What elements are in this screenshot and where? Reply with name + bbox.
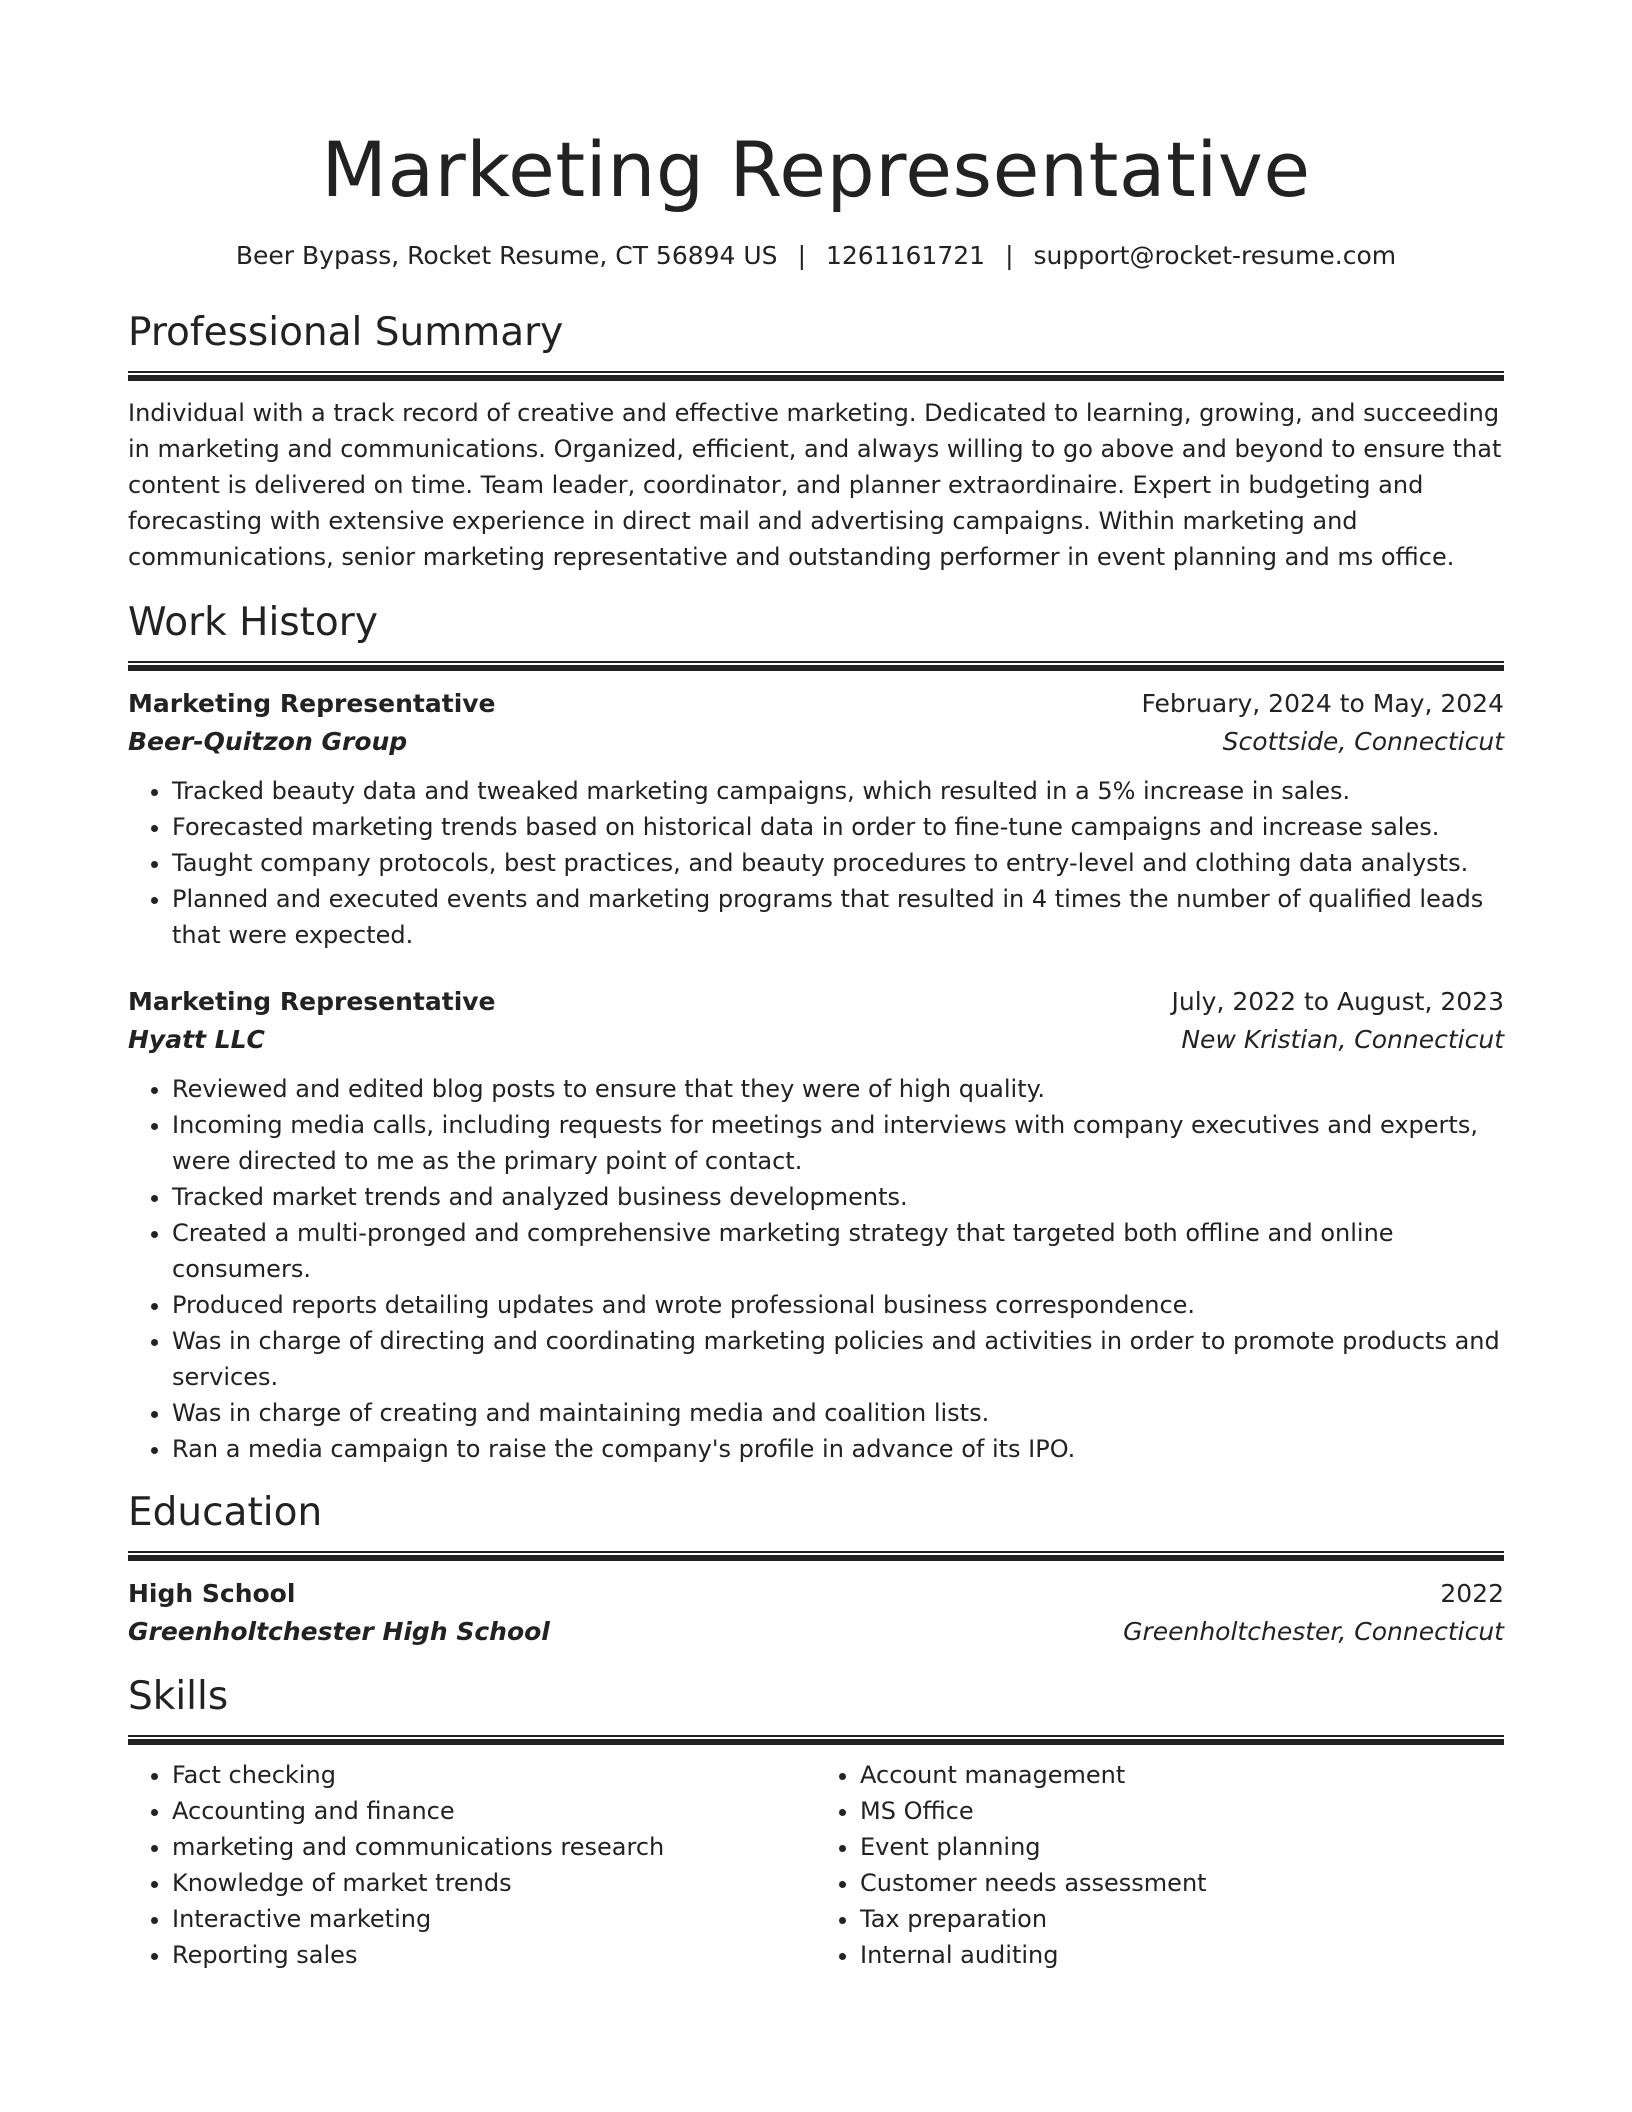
contact-phone: 1261161721 bbox=[826, 241, 986, 270]
job-title: Marketing Representative bbox=[128, 689, 496, 718]
contact-email[interactable]: support@rocket-resume.com bbox=[1033, 241, 1397, 270]
list-item: • Account management bbox=[860, 1757, 1504, 1793]
section-divider bbox=[128, 661, 1504, 671]
list-item: • Customer needs assessment bbox=[860, 1865, 1504, 1901]
education-heading: Education bbox=[128, 1490, 323, 1535]
skills-list-left bbox=[128, 1757, 816, 1973]
section-divider bbox=[128, 1551, 1504, 1561]
job-dates: February, 2024 to May, 2024 bbox=[1141, 689, 1504, 718]
list-item: • MS Office bbox=[860, 1793, 1504, 1829]
job-company-row bbox=[128, 723, 1504, 761]
contact-line bbox=[128, 238, 1504, 274]
list-item: • Planned and executed events and marketing programs that resulted in 4 times the number of qualified leads that were expected. bbox=[172, 881, 1504, 953]
list-item: • Interactive marketing bbox=[172, 1901, 816, 1937]
education-school: Greenholtchester High School bbox=[128, 1617, 550, 1646]
contact-separator: | bbox=[797, 241, 806, 270]
job-bullets bbox=[128, 1071, 1504, 1467]
job-title: Marketing Representative bbox=[128, 987, 496, 1016]
list-item: • Reporting sales bbox=[172, 1937, 816, 1973]
education-year: 2022 bbox=[1440, 1579, 1504, 1608]
contact-address: Beer Bypass, Rocket Resume, CT 56894 US bbox=[235, 241, 778, 270]
job-company: Beer-Quitzon Group bbox=[128, 727, 408, 756]
section-divider bbox=[128, 1735, 1504, 1745]
list-item: • Was in charge of creating and maintaining media and coalition lists. bbox=[172, 1395, 1504, 1431]
job-location: Scottside, Connecticut bbox=[1222, 727, 1504, 756]
list-item: • Produced reports detailing updates and wrote professional business correspondence. bbox=[172, 1287, 1504, 1323]
skills-columns bbox=[128, 1757, 1504, 1973]
education-entry bbox=[128, 1575, 1504, 1651]
list-item: • Forecasted marketing trends based on historical data in order to fine-tune campaigns and increase sales. bbox=[172, 809, 1504, 845]
education-header-row bbox=[128, 1575, 1504, 1613]
job-company: Hyatt LLC bbox=[128, 1025, 265, 1054]
list-item: • Incoming media calls, including requests for meetings and interviews with company executives and experts, were directed to me as the primary point of contact. bbox=[172, 1107, 1504, 1179]
list-item: • Taught company protocols, best practices, and beauty procedures to entry-level and clothing data analysts. bbox=[172, 845, 1504, 881]
education-location: Greenholtchester, Connecticut bbox=[1123, 1617, 1504, 1646]
skills-list-right bbox=[816, 1757, 1504, 1973]
job-entry bbox=[128, 685, 1504, 953]
list-item: • Ran a media campaign to raise the company's profile in advance of its IPO. bbox=[172, 1431, 1504, 1467]
section-divider bbox=[128, 371, 1504, 381]
list-item: • Created a multi-pronged and comprehensive marketing strategy that targeted both offline and online consumers. bbox=[172, 1215, 1504, 1287]
list-item: • Was in charge of directing and coordinating marketing policies and activities in order to promote products and services. bbox=[172, 1323, 1504, 1395]
summary-heading: Professional Summary bbox=[128, 310, 564, 355]
list-item: • Event planning bbox=[860, 1829, 1504, 1865]
education-section bbox=[128, 1487, 1504, 1651]
job-header-row bbox=[128, 685, 1504, 723]
summary-text: Individual with a track record of creative and effective marketing. Dedicated to learning, growing, and succeeding in marketing and communications. Organized, efficient, and always willing to go above and beyond to ensure that content is delivered on time. Team leader, coordinator, and planner extraordinaire. Expert in budgeting and forecasting with extensive experience in direct mail and advertising campaigns. Within marketing and communications, senior marketing representative and outstanding performer in event planning and ms office. bbox=[128, 399, 1502, 571]
list-item: • Tax preparation bbox=[860, 1901, 1504, 1937]
candidate-name: Marketing Representative bbox=[321, 125, 1311, 214]
contact-separator: | bbox=[1005, 241, 1014, 270]
list-item: • Fact checking bbox=[172, 1757, 816, 1793]
list-item: • Tracked market trends and analyzed business developments. bbox=[172, 1179, 1504, 1215]
work-history-heading: Work History bbox=[128, 600, 378, 645]
job-header-row bbox=[128, 983, 1504, 1021]
job-bullets bbox=[128, 773, 1504, 953]
summary-section bbox=[128, 307, 1504, 575]
list-item: • Internal auditing bbox=[860, 1937, 1504, 1973]
job-dates: July, 2022 to August, 2023 bbox=[1171, 987, 1504, 1016]
list-item: • Accounting and finance bbox=[172, 1793, 816, 1829]
list-item: • marketing and communications research bbox=[172, 1829, 816, 1865]
job-location: New Kristian, Connecticut bbox=[1181, 1025, 1504, 1054]
skills-heading: Skills bbox=[128, 1674, 229, 1719]
education-school-row bbox=[128, 1613, 1504, 1651]
list-item: • Tracked beauty data and tweaked marketing campaigns, which resulted in a 5% increase in sales. bbox=[172, 773, 1504, 809]
work-history-section bbox=[128, 597, 1504, 1467]
job-company-row bbox=[128, 1021, 1504, 1059]
skills-section bbox=[128, 1671, 1504, 1973]
list-item: • Knowledge of market trends bbox=[172, 1865, 816, 1901]
job-entry bbox=[128, 983, 1504, 1467]
list-item: • Reviewed and edited blog posts to ensure that they were of high quality. bbox=[172, 1071, 1504, 1107]
education-degree: High School bbox=[128, 1579, 296, 1608]
